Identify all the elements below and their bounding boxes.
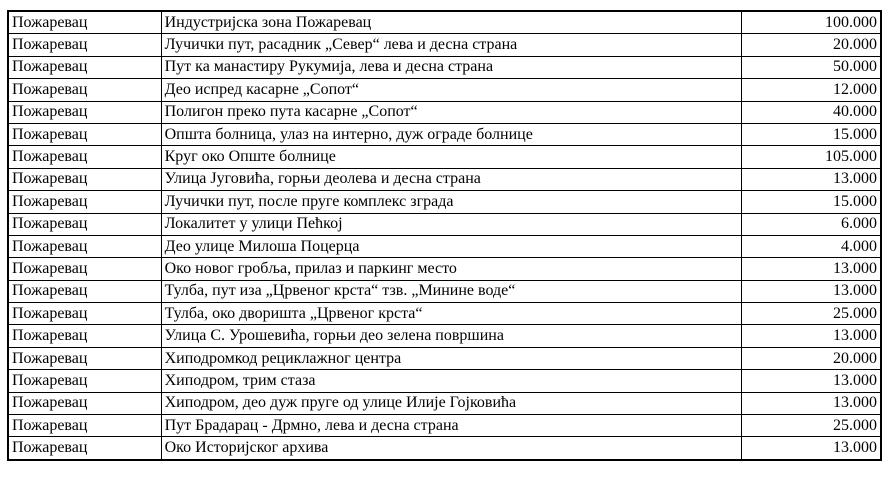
amount-cell: 50.000 [741,56,881,78]
amount-cell: 105.000 [741,146,881,168]
amount-cell: 13.000 [741,325,881,347]
table-row [8,437,881,460]
table-row [8,392,881,414]
city-cell: Пожаревац [8,56,161,78]
location-cell: Тулба, око дворишта „Црвеног крста“ [161,303,741,325]
city-cell: Пожаревац [8,79,161,101]
location-cell: Тулба, пут иза „Црвеног крста“ тзв. „Минине воде“ [161,280,741,302]
city-cell: Пожаревац [8,258,161,280]
location-cell: Улица Југовића, горњи деолева и десна страна [161,168,741,190]
location-cell: Хиподром, трим стаза [161,370,741,392]
amount-cell: 13.000 [741,370,881,392]
location-cell: Око новог гробља, прилаз и паркинг место [161,258,741,280]
city-cell: Пожаревац [8,325,161,347]
location-cell: Општа болница, улаз на интерно, дуж ограде болнице [161,123,741,145]
table-row [8,79,881,101]
city-cell: Пожаревац [8,123,161,145]
city-cell: Пожаревац [8,347,161,369]
amount-cell: 15.000 [741,191,881,213]
amount-cell: 40.000 [741,101,881,123]
table-row [8,213,881,235]
table-row [8,56,881,78]
table-row [8,370,881,392]
city-cell: Пожаревац [8,101,161,123]
table-body [8,11,881,460]
amount-cell: 4.000 [741,235,881,257]
city-cell: Пожаревац [8,213,161,235]
location-cell: Пут Брадарац - Дрмно, лева и десна страна [161,415,741,437]
locations-table [7,10,882,461]
amount-cell: 6.000 [741,213,881,235]
amount-cell: 13.000 [741,168,881,190]
amount-cell: 25.000 [741,415,881,437]
amount-cell: 15.000 [741,123,881,145]
location-cell: Полигон преко пута касарне „Сопот“ [161,101,741,123]
city-cell: Пожаревац [8,415,161,437]
location-cell: Део испред касарне „Сопот“ [161,79,741,101]
location-cell: Лучички пут, после пруге комплекс зграда [161,191,741,213]
table-row [8,101,881,123]
table-row [8,235,881,257]
city-cell: Пожаревац [8,146,161,168]
amount-cell: 13.000 [741,258,881,280]
city-cell: Пожаревац [8,11,161,34]
table-row [8,146,881,168]
city-cell: Пожаревац [8,168,161,190]
location-cell: Пут ка манастиру Рукумија, лева и десна страна [161,56,741,78]
city-cell: Пожаревац [8,437,161,460]
table-row [8,191,881,213]
table-row [8,280,881,302]
table-row [8,415,881,437]
table-row [8,347,881,369]
location-cell: Индустријска зона Пожаревац [161,11,741,34]
city-cell: Пожаревац [8,370,161,392]
location-cell: Круг око Опште болнице [161,146,741,168]
city-cell: Пожаревац [8,34,161,56]
city-cell: Пожаревац [8,280,161,302]
city-cell: Пожаревац [8,392,161,414]
location-cell: Локалитет у улици Пећкој [161,213,741,235]
amount-cell: 100.000 [741,11,881,34]
location-cell: Део улице Милоша Поцерца [161,235,741,257]
city-cell: Пожаревац [8,191,161,213]
table-row [8,303,881,325]
amount-cell: 25.000 [741,303,881,325]
table-row [8,258,881,280]
amount-cell: 20.000 [741,347,881,369]
city-cell: Пожаревац [8,303,161,325]
location-cell: Око Историјског архива [161,437,741,460]
table-row [8,11,881,34]
table-row [8,34,881,56]
amount-cell: 13.000 [741,392,881,414]
table-row [8,325,881,347]
table-row [8,123,881,145]
table-row [8,168,881,190]
location-cell: Хиподромкод рециклажног центра [161,347,741,369]
amount-cell: 13.000 [741,437,881,460]
amount-cell: 12.000 [741,79,881,101]
amount-cell: 20.000 [741,34,881,56]
location-cell: Лучички пут, расадник „Север“ лева и десна страна [161,34,741,56]
location-cell: Улица С. Урошевића, горњи део зелена површина [161,325,741,347]
amount-cell: 13.000 [741,280,881,302]
city-cell: Пожаревац [8,235,161,257]
location-cell: Хиподром, део дуж пруге од улице Илије Гојковића [161,392,741,414]
